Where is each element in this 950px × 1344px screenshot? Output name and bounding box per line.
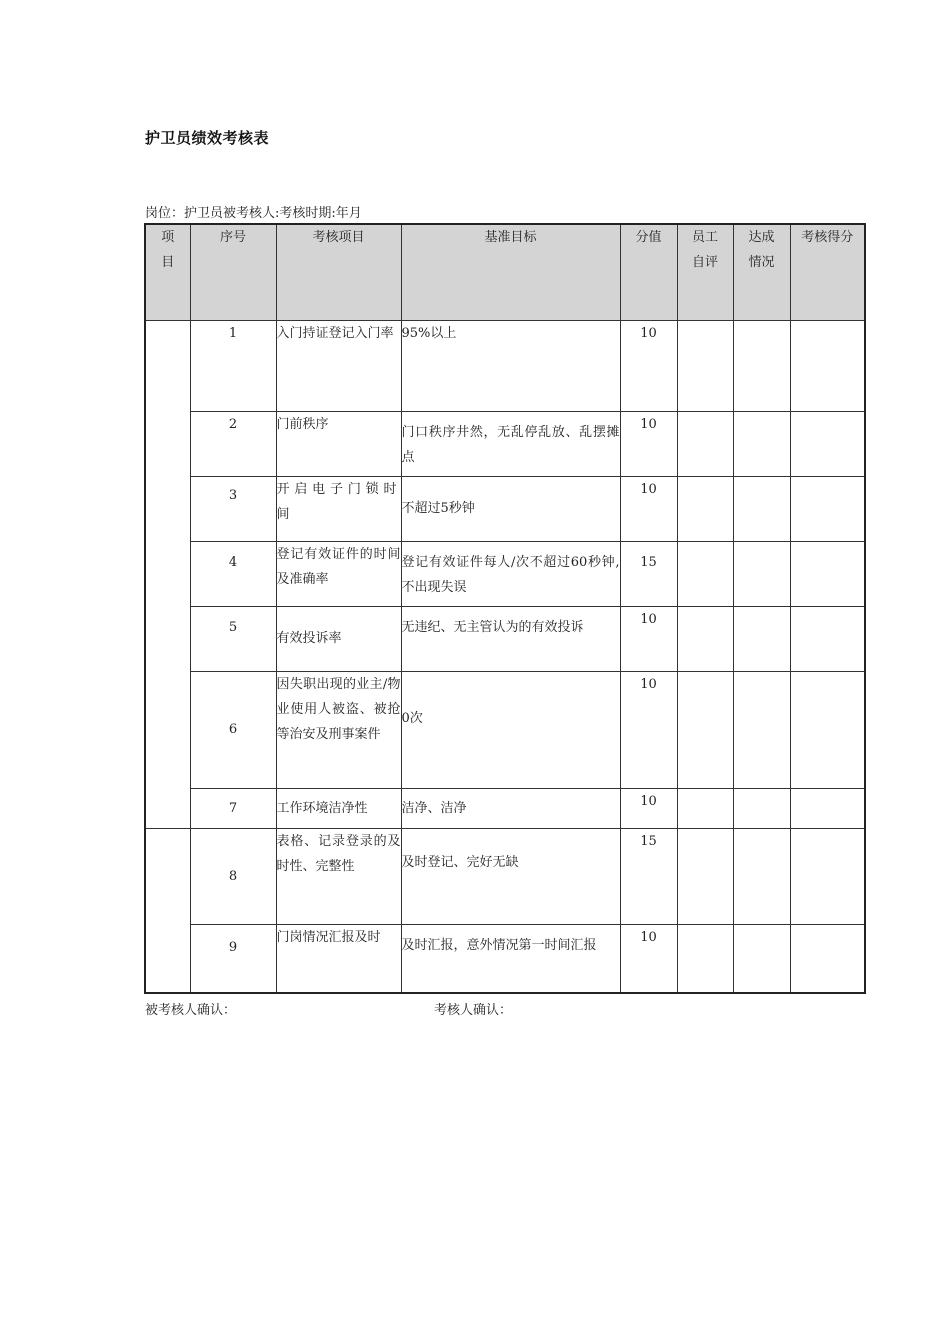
header-score: 分值	[620, 224, 677, 320]
row-seq: 8	[190, 828, 276, 924]
row-score: 15	[620, 541, 677, 606]
row-self-eval-cell[interactable]	[677, 541, 733, 606]
examiner-confirm-label: 考核人确认：	[434, 1003, 513, 1018]
row-status-cell[interactable]	[733, 828, 790, 924]
row-score: 10	[620, 320, 677, 411]
row-item: 表格、记录登录的及时性、完整性	[276, 828, 401, 924]
row-self-eval-cell[interactable]	[677, 788, 733, 828]
row-result-cell[interactable]	[790, 828, 865, 924]
header-target: 基准目标	[401, 224, 620, 320]
row-score: 10	[620, 476, 677, 541]
row-status-cell[interactable]	[733, 411, 790, 476]
assessment-table	[144, 223, 866, 994]
row-result-cell[interactable]	[790, 541, 865, 606]
table-row	[145, 606, 865, 671]
row-status-cell[interactable]	[733, 671, 790, 788]
row-seq: 7	[190, 788, 276, 828]
row-seq: 3	[190, 476, 276, 541]
table-header-row	[145, 224, 865, 320]
row-self-eval-cell[interactable]	[677, 671, 733, 788]
row-result-cell[interactable]	[790, 411, 865, 476]
row-seq: 6	[190, 671, 276, 788]
row-seq: 9	[190, 924, 276, 993]
row-seq: 5	[190, 606, 276, 671]
header-seq: 序号	[190, 224, 276, 320]
row-result-cell[interactable]	[790, 476, 865, 541]
project-group-cell-2	[145, 828, 190, 993]
row-item: 有效投诉率	[276, 606, 401, 671]
row-item: 登记有效证件的时间及准确率	[276, 541, 401, 606]
row-item: 门前秩序	[276, 411, 401, 476]
row-item: 因失职出现的业主/物业使用人被盗、被抢等治安及刑事案件	[276, 671, 401, 788]
row-score: 10	[620, 606, 677, 671]
row-target: 洁净、洁净	[401, 788, 620, 828]
row-target: 不超过5秒钟	[401, 476, 620, 541]
page-title: 护卫员绩效考核表	[145, 129, 270, 147]
table-row	[145, 541, 865, 606]
row-seq: 4	[190, 541, 276, 606]
header-result: 考核得分	[790, 224, 865, 320]
row-result-cell[interactable]	[790, 924, 865, 993]
position-info-line: 岗位：护卫员被考核人:考核时期:年月	[145, 206, 362, 221]
row-seq: 1	[190, 320, 276, 411]
examinee-confirm-label: 被考核人确认：	[145, 1003, 237, 1018]
row-status-cell[interactable]	[733, 924, 790, 993]
row-result-cell[interactable]	[790, 788, 865, 828]
header-status: 达成情况	[733, 224, 790, 320]
row-target: 登记有效证件每人/次不超过60秒钟,不出现失误	[401, 541, 620, 606]
row-score: 10	[620, 788, 677, 828]
row-score: 10	[620, 924, 677, 993]
row-status-cell[interactable]	[733, 476, 790, 541]
row-self-eval-cell[interactable]	[677, 924, 733, 993]
row-status-cell[interactable]	[733, 541, 790, 606]
table-row	[145, 828, 865, 924]
row-item: 工作环境洁净性	[276, 788, 401, 828]
row-target: 95%以上	[401, 320, 620, 411]
row-result-cell[interactable]	[790, 671, 865, 788]
table-row	[145, 411, 865, 476]
row-result-cell[interactable]	[790, 320, 865, 411]
table-row	[145, 476, 865, 541]
header-item: 考核项目	[276, 224, 401, 320]
row-score: 10	[620, 671, 677, 788]
row-target: 及时汇报，意外情况第一时间汇报	[401, 924, 620, 993]
row-seq: 2	[190, 411, 276, 476]
row-status-cell[interactable]	[733, 788, 790, 828]
row-result-cell[interactable]	[790, 606, 865, 671]
table-row	[145, 924, 865, 993]
row-self-eval-cell[interactable]	[677, 606, 733, 671]
row-target: 门口秩序井然，无乱停乱放、乱摆摊点	[401, 411, 620, 476]
table-row	[145, 320, 865, 411]
row-self-eval-cell[interactable]	[677, 320, 733, 411]
row-score: 10	[620, 411, 677, 476]
row-target: 0次	[401, 671, 620, 788]
header-project: 项目	[145, 224, 190, 320]
row-self-eval-cell[interactable]	[677, 476, 733, 541]
table-row	[145, 788, 865, 828]
row-target: 无违纪、无主管认为的有效投诉	[401, 606, 620, 671]
row-item: 门岗情况汇报及时	[276, 924, 401, 993]
row-self-eval-cell[interactable]	[677, 828, 733, 924]
row-score: 15	[620, 828, 677, 924]
project-group-cell-1	[145, 320, 190, 828]
row-status-cell[interactable]	[733, 606, 790, 671]
table-row	[145, 671, 865, 788]
row-target: 及时登记、完好无缺	[401, 828, 620, 924]
row-status-cell[interactable]	[733, 320, 790, 411]
header-self-eval: 员工自评	[677, 224, 733, 320]
row-item: 入门持证登记入门率	[276, 320, 401, 411]
row-item: 开启电子门锁时间	[276, 476, 401, 541]
row-self-eval-cell[interactable]	[677, 411, 733, 476]
